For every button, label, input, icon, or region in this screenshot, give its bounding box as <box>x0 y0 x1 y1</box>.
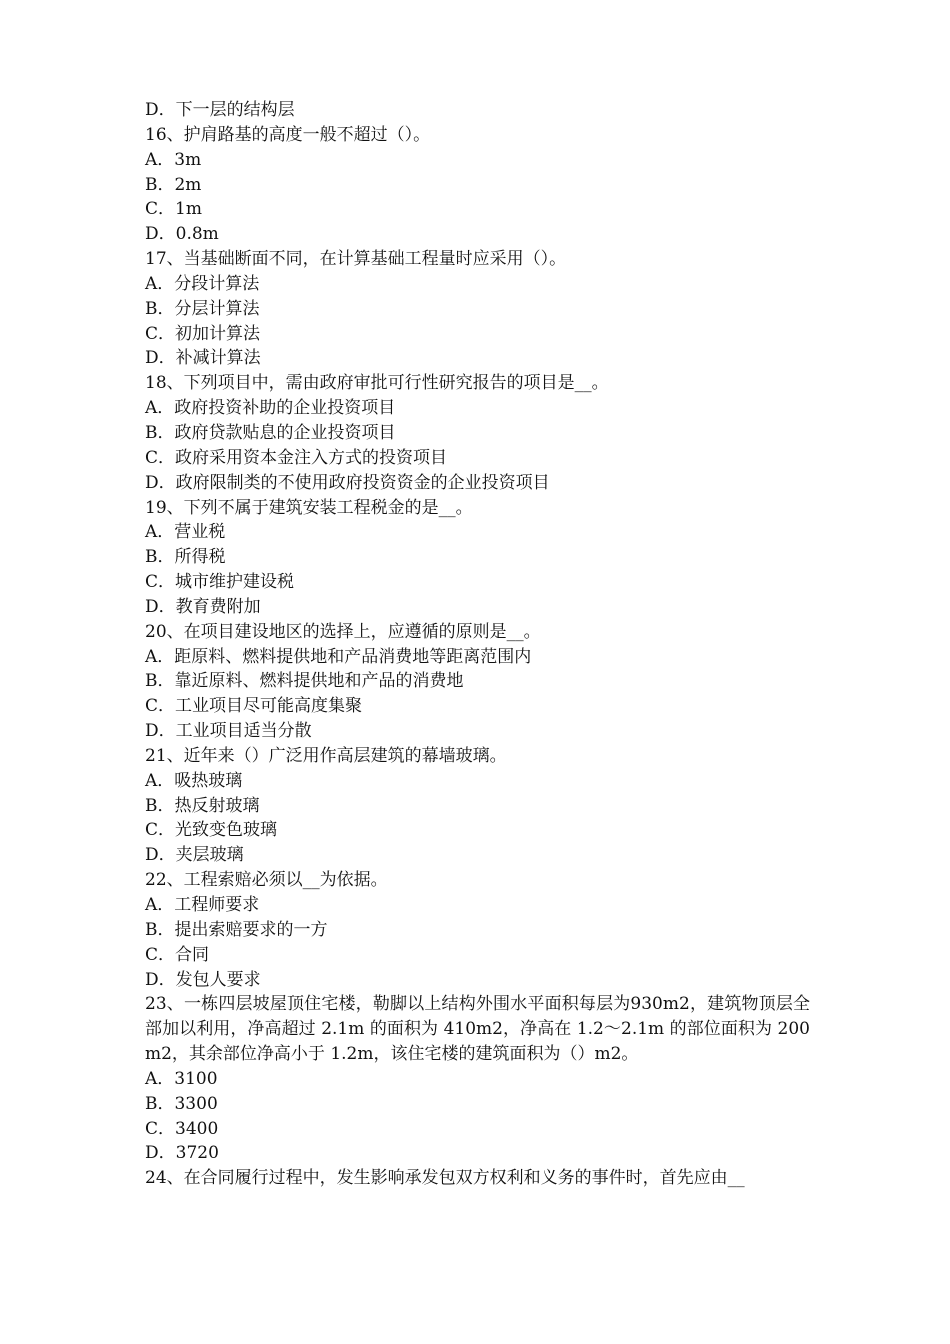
question-line: 24、在合同履行过程中，发生影响承发包双方权利和义务的事件时，首先应由__ <box>145 1168 745 1189</box>
question-line: 17、当基础断面不同，在计算基础工程量时应采用（）。 <box>145 249 567 270</box>
option-line: B．靠近原料、燃料提供地和产品的消费地 <box>145 671 464 692</box>
option-line: A．3m <box>145 149 202 170</box>
option-line: C．城市维护建设税 <box>145 572 295 593</box>
question-line: 20、在项目建设地区的选择上，应遵循的原则是__。 <box>145 621 541 642</box>
option-line: D．发包人要求 <box>145 969 261 990</box>
option-line: B．3300 <box>145 1093 218 1114</box>
option-line: C．政府采用资本金注入方式的投资项目 <box>145 447 448 468</box>
option-line: D．教育费附加 <box>145 596 261 617</box>
option-line: D．0.8m <box>145 224 219 245</box>
question-paragraph: 23、一栋四层坡屋顶住宅楼，勒脚以上结构外围水平面积每层为930m2，建筑物顶层全部加以利用，净高超过 2.1m 的面积为 410m2，净高在 1.2～2.1m 的部位面积为 200m2，其余部位净高小于 1.2m，该住宅楼的建筑面积为（）m2。 <box>145 994 810 1065</box>
option-line: D．工业项目适当分散 <box>145 721 312 742</box>
option-line: A．吸热玻璃 <box>145 770 243 791</box>
option-line: A．距原料、燃料提供地和产品消费地等距离范围内 <box>145 646 532 667</box>
option-line: B．所得税 <box>145 547 226 568</box>
option-line: C．光致变色玻璃 <box>145 820 278 841</box>
option-line: B．政府贷款贴息的企业投资项目 <box>145 422 396 443</box>
option-line: A．政府投资补助的企业投资项目 <box>145 398 396 419</box>
question-line: 16、护肩路基的高度一般不超过（）。 <box>145 124 431 145</box>
option-line: D．下一层的结构层 <box>145 100 295 120</box>
option-line: B．热反射玻璃 <box>145 795 260 816</box>
option-line: C．1m <box>145 199 202 220</box>
question-line: 21、近年来（）广泛用作高层建筑的幕墙玻璃。 <box>145 745 507 766</box>
option-line: A．3100 <box>145 1068 218 1089</box>
option-line: D．夹层玻璃 <box>145 845 244 866</box>
option-line: A．分段计算法 <box>145 273 260 294</box>
question-line: 19、下列不属于建筑安装工程税金的是__。 <box>145 497 473 518</box>
question-line: 22、工程索赔必须以__为依据。 <box>145 870 388 891</box>
option-line: C．3400 <box>145 1118 219 1139</box>
document-content <box>145 98 810 1191</box>
option-line: C．初加计算法 <box>145 323 261 344</box>
option-line: A．营业税 <box>145 522 226 543</box>
option-line: B．2m <box>145 174 202 195</box>
option-line: C．合同 <box>145 944 210 965</box>
option-line: B．提出索赔要求的一方 <box>145 919 328 940</box>
option-line: A．工程师要求 <box>145 895 260 915</box>
option-line: D．3720 <box>145 1143 219 1164</box>
question-line: 18、下列项目中，需由政府审批可行性研究报告的项目是__。 <box>145 373 609 394</box>
option-line: B．分层计算法 <box>145 298 260 319</box>
option-line: C．工业项目尽可能高度集聚 <box>145 696 363 717</box>
option-line: D．政府限制类的不使用政府投资资金的企业投资项目 <box>145 472 550 493</box>
option-line: D．补减计算法 <box>145 348 261 369</box>
